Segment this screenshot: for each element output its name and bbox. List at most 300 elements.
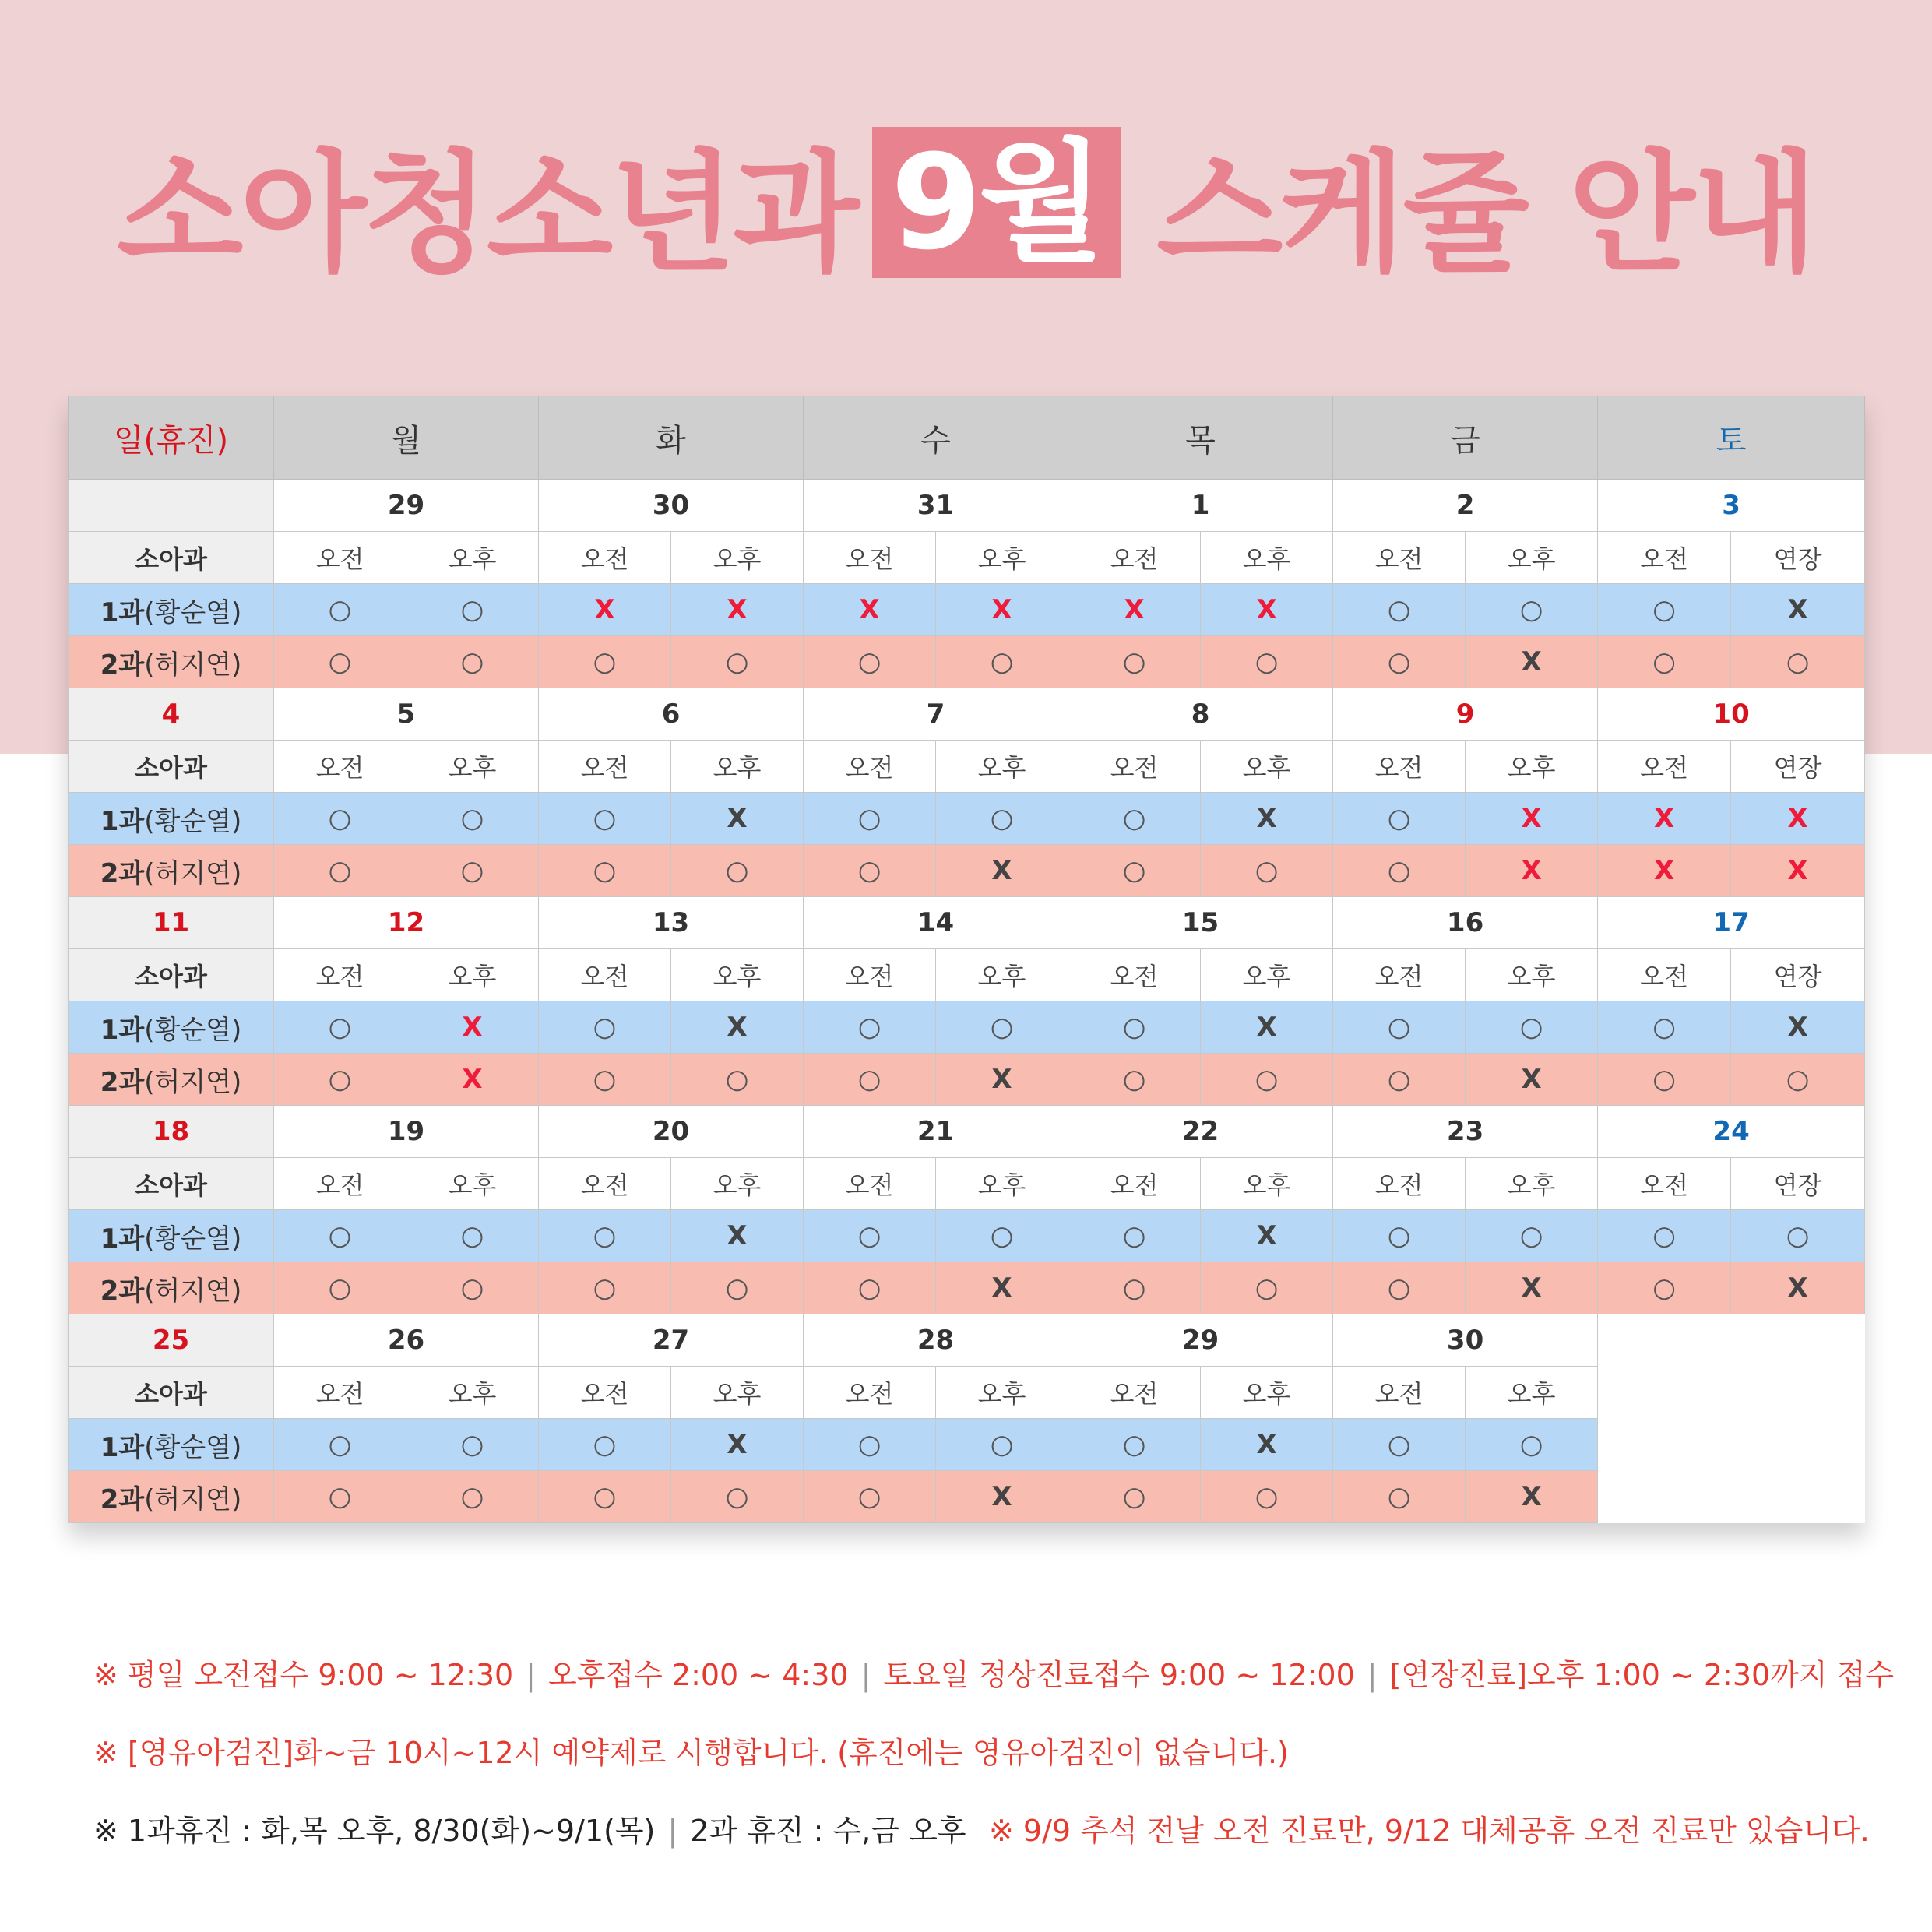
dept2-label [69,636,274,688]
x-icon: X [991,1481,1012,1512]
x-icon: X [1521,803,1542,834]
available-mark [1068,1054,1201,1106]
closed-mark [1466,1262,1598,1314]
doctor-name: (황순열) [144,1223,242,1255]
x-icon: X [1653,803,1675,834]
available-mark [539,636,671,688]
sunday-date: 11 [69,897,274,949]
circle-icon: ○ [328,1064,352,1095]
session-pm: 오후 [406,1367,539,1419]
circle-icon: ○ [1122,1012,1146,1043]
circle-icon: ○ [328,803,352,834]
sunday-date [69,480,274,532]
dept2-row [69,1471,1865,1523]
available-mark [1333,1262,1466,1314]
available-mark [539,1054,671,1106]
dept-label: 소아과 [69,532,274,584]
available-mark [1466,1210,1598,1262]
closed-mark [671,1419,804,1471]
session-pm: 오후 [1466,949,1598,1001]
circle-icon: ○ [1652,1220,1676,1251]
doctor-name: (허지연) [144,1066,242,1098]
dept-number: 2과 [100,1483,145,1515]
available-mark [936,636,1068,688]
available-mark [1598,636,1731,688]
day-date: 15 [1068,897,1333,949]
weekday-sat: 토 [1598,396,1865,480]
circle-icon: ○ [328,594,352,625]
dept1-label [69,1210,274,1262]
session-pm: 오후 [1201,949,1333,1001]
available-mark [406,1419,539,1471]
closed-mark [1466,636,1598,688]
day-date: 12 [274,897,539,949]
page-title [0,117,1932,288]
x-icon: X [727,1220,748,1251]
x-icon: X [1521,1272,1542,1304]
closed-mark [1466,845,1598,897]
available-mark [539,793,671,845]
session-pm: 오후 [406,532,539,584]
sunday-date: 18 [69,1106,274,1158]
weekday-tue: 화 [539,396,804,480]
day-date: 3 [1598,480,1865,532]
dept-number: 1과 [100,596,145,628]
closed-mark [1731,793,1865,845]
closed-mark [936,1054,1068,1106]
day-date: 7 [804,688,1068,741]
available-mark [804,1001,936,1054]
session-extended: 연장 [1731,1158,1865,1210]
title-suffix: 스케쥴 안내 [1156,136,1815,290]
day-date: 30 [1333,1314,1598,1367]
available-mark [1598,1262,1731,1314]
closed-mark [936,1471,1068,1523]
empty-cell [1598,1314,1865,1523]
note-infant-checkup: ※ [영유아검진]화~금 10시~12시 예약제로 시행합니다. (휴진에는 영유아검진이 없습니다.) [93,1736,1289,1770]
available-mark [406,636,539,688]
available-mark [274,1210,406,1262]
available-mark [1333,1471,1466,1523]
x-icon: X [1787,803,1808,834]
x-icon: X [727,1429,748,1460]
session-am: 오전 [804,741,936,793]
circle-icon: ○ [1122,1220,1146,1251]
circle-icon: ○ [990,1012,1014,1043]
day-date: 22 [1068,1106,1333,1158]
x-icon: X [1787,594,1808,625]
session-am: 오전 [804,1367,936,1419]
closed-mark [1201,584,1333,636]
available-mark [1731,1054,1865,1106]
circle-icon: ○ [857,803,882,834]
session-row [69,949,1865,1001]
closed-mark [406,1001,539,1054]
dept-number: 2과 [100,649,145,681]
available-mark [274,1001,406,1054]
available-mark [274,1054,406,1106]
available-mark [274,845,406,897]
x-icon: X [1521,646,1542,677]
x-icon: X [1256,803,1277,834]
available-mark [1068,1001,1201,1054]
available-mark [671,636,804,688]
note-separator: | [860,1658,871,1692]
available-mark [406,1262,539,1314]
available-mark [1598,1054,1731,1106]
closed-mark [1201,1210,1333,1262]
weekday-wed: 수 [804,396,1068,480]
sunday-date: 25 [69,1314,274,1367]
session-row [69,532,1865,584]
available-mark [539,1262,671,1314]
x-icon: X [1787,1012,1808,1043]
circle-icon: ○ [1786,1064,1810,1095]
circle-icon: ○ [1122,646,1146,677]
day-date: 2 [1333,480,1598,532]
session-am: 오전 [539,532,671,584]
closed-mark [539,584,671,636]
available-mark [406,845,539,897]
session-extended: 연장 [1731,741,1865,793]
available-mark [274,636,406,688]
session-am: 오전 [804,949,936,1001]
available-mark [936,1210,1068,1262]
session-am: 오전 [274,1158,406,1210]
session-am: 오전 [539,949,671,1001]
session-am: 오전 [1068,949,1201,1001]
dept1-row [69,1419,1865,1471]
dept1-row [69,793,1865,845]
note-closures [93,1807,966,1849]
closed-mark [1068,584,1201,636]
note-weekday-pm: 오후접수 2:00 ~ 4:30 [547,1658,849,1692]
closed-mark [671,1001,804,1054]
available-mark [1598,1210,1731,1262]
note-separator: | [1367,1658,1378,1692]
circle-icon: ○ [1652,1064,1676,1095]
day-date: 1 [1068,480,1333,532]
session-am: 오전 [1598,741,1731,793]
circle-icon: ○ [460,594,484,625]
available-mark [804,1210,936,1262]
available-mark [1598,584,1731,636]
dept-label: 소아과 [69,1158,274,1210]
circle-icon: ○ [1387,1220,1411,1251]
closed-mark [936,845,1068,897]
x-icon: X [1256,594,1277,625]
available-mark [804,1419,936,1471]
session-am: 오전 [1598,949,1731,1001]
circle-icon: ○ [1387,646,1411,677]
session-pm: 오후 [1201,741,1333,793]
available-mark [671,845,804,897]
dept-number: 1과 [100,1223,145,1255]
available-mark [274,793,406,845]
dept1-row [69,584,1865,636]
circle-icon: ○ [1519,594,1543,625]
title-month-badge: 9월 [872,127,1121,278]
circle-icon: ○ [328,855,352,886]
closed-mark [1201,1419,1333,1471]
circle-icon: ○ [857,1064,882,1095]
circle-icon: ○ [593,1272,617,1304]
circle-icon: ○ [1122,855,1146,886]
session-am: 오전 [1068,1158,1201,1210]
session-pm: 오후 [406,1158,539,1210]
circle-icon: ○ [328,646,352,677]
x-icon: X [1521,1064,1542,1095]
available-mark [936,793,1068,845]
available-mark [1333,1054,1466,1106]
session-pm: 오후 [671,741,804,793]
circle-icon: ○ [725,1272,749,1304]
day-date: 21 [804,1106,1068,1158]
dept-label: 소아과 [69,949,274,1001]
note-saturday: 토요일 정상진료접수 9:00 ~ 12:00 [883,1658,1355,1692]
closed-mark [406,1054,539,1106]
circle-icon: ○ [328,1012,352,1043]
doctor-name: (황순열) [144,1014,242,1046]
date-row [69,1314,1865,1367]
closed-mark [936,1262,1068,1314]
available-mark [406,584,539,636]
available-mark [406,1471,539,1523]
circle-icon: ○ [857,855,882,886]
circle-icon: ○ [1255,646,1279,677]
day-date: 13 [539,897,804,949]
closed-mark [1731,1262,1865,1314]
closed-mark [1201,793,1333,845]
circle-icon: ○ [1519,1220,1543,1251]
circle-icon: ○ [328,1220,352,1251]
available-mark [1068,1471,1201,1523]
closed-mark [1731,1001,1865,1054]
available-mark [804,845,936,897]
dept-number: 1과 [100,1014,145,1046]
session-am: 오전 [539,1158,671,1210]
dept-number: 1과 [100,1431,145,1463]
dept-number: 2과 [100,1275,145,1307]
day-date: 29 [274,480,539,532]
day-date: 6 [539,688,804,741]
note-chuseok: ※ 9/9 추석 전날 오전 진료만, 9/12 대체공휴 오전 진료만 있습니다. [989,1814,1870,1848]
available-mark [804,1262,936,1314]
available-mark [1333,1001,1466,1054]
circle-icon: ○ [1387,855,1411,886]
available-mark [1068,1262,1201,1314]
note-weekday-am: ※ 평일 오전접수 9:00 ~ 12:30 [93,1658,514,1692]
available-mark [274,1262,406,1314]
session-am: 오전 [1068,532,1201,584]
circle-icon: ○ [328,1429,352,1460]
session-row [69,1367,1865,1419]
available-mark [1333,1419,1466,1471]
circle-icon: ○ [725,1481,749,1512]
circle-icon: ○ [1255,855,1279,886]
available-mark [1333,636,1466,688]
available-mark [671,1262,804,1314]
session-pm: 오후 [936,949,1068,1001]
session-pm: 오후 [936,741,1068,793]
session-pm: 오후 [1201,1367,1333,1419]
day-date: 17 [1598,897,1865,949]
available-mark [804,793,936,845]
circle-icon: ○ [1387,1429,1411,1460]
circle-icon: ○ [1786,1220,1810,1251]
note-dept2-closure: 2과 휴진 : 수,금 오후 [690,1814,966,1848]
circle-icon: ○ [1786,646,1810,677]
circle-icon: ○ [1652,646,1676,677]
day-date: 27 [539,1314,804,1367]
doctor-name: (허지연) [144,1483,242,1515]
session-pm: 오후 [671,532,804,584]
x-icon: X [727,803,748,834]
session-am: 오전 [1333,532,1466,584]
circle-icon: ○ [1255,1272,1279,1304]
available-mark [1466,584,1598,636]
circle-icon: ○ [1122,1429,1146,1460]
day-date: 10 [1598,688,1865,741]
note-separator: | [526,1658,536,1692]
available-mark [1598,1001,1731,1054]
circle-icon: ○ [593,1064,617,1095]
available-mark [1333,584,1466,636]
x-icon: X [1521,1481,1542,1512]
available-mark [804,1054,936,1106]
circle-icon: ○ [1387,1481,1411,1512]
doctor-name: (황순열) [144,1431,242,1463]
session-pm: 오후 [1466,1367,1598,1419]
circle-icon: ○ [857,1220,882,1251]
session-am: 오전 [274,1367,406,1419]
x-icon: X [1124,594,1145,625]
x-icon: X [1787,855,1808,886]
available-mark [1201,1471,1333,1523]
weekday-fri: 금 [1333,396,1598,480]
circle-icon: ○ [1387,594,1411,625]
session-am: 오전 [804,532,936,584]
day-date: 24 [1598,1106,1865,1158]
dept-number: 2과 [100,1066,145,1098]
sunday-date: 4 [69,688,274,741]
available-mark [936,1419,1068,1471]
available-mark [1068,1210,1201,1262]
x-icon: X [1653,855,1675,886]
available-mark [406,1210,539,1262]
circle-icon: ○ [857,1429,882,1460]
circle-icon: ○ [593,1012,617,1043]
session-am: 오전 [274,741,406,793]
circle-icon: ○ [990,1429,1014,1460]
closed-mark [1466,1471,1598,1523]
day-date: 26 [274,1314,539,1367]
session-pm: 오후 [936,532,1068,584]
doctor-name: (황순열) [144,805,242,837]
dept1-label [69,1419,274,1471]
circle-icon: ○ [460,855,484,886]
available-mark [1201,845,1333,897]
dept2-label [69,845,274,897]
session-am: 오전 [274,949,406,1001]
available-mark [1068,845,1201,897]
circle-icon: ○ [1387,1064,1411,1095]
circle-icon: ○ [593,1481,617,1512]
weekday-sun: 일(휴진) [69,396,274,480]
session-pm: 오후 [1466,1158,1598,1210]
available-mark [1068,793,1201,845]
circle-icon: ○ [857,646,882,677]
circle-icon: ○ [990,803,1014,834]
circle-icon: ○ [990,1220,1014,1251]
session-extended: 연장 [1731,532,1865,584]
available-mark [804,1471,936,1523]
x-icon: X [991,1064,1012,1095]
session-am: 오전 [1068,1367,1201,1419]
note-separator: | [667,1814,678,1848]
session-pm: 오후 [1201,532,1333,584]
day-date: 28 [804,1314,1068,1367]
x-icon: X [1521,855,1542,886]
closed-mark [804,584,936,636]
circle-icon: ○ [1122,1272,1146,1304]
session-am: 오전 [274,532,406,584]
x-icon: X [1787,1272,1808,1304]
closed-mark [1731,584,1865,636]
dept2-label [69,1262,274,1314]
circle-icon: ○ [328,1272,352,1304]
available-mark [539,1419,671,1471]
closed-mark [1731,845,1865,897]
dept-label: 소아과 [69,1367,274,1419]
circle-icon: ○ [857,1012,882,1043]
x-icon: X [1256,1012,1277,1043]
circle-icon: ○ [460,1220,484,1251]
available-mark [274,584,406,636]
day-date: 14 [804,897,1068,949]
session-am: 오전 [539,741,671,793]
x-icon: X [859,594,880,625]
x-icon: X [462,1064,483,1095]
dept-label: 소아과 [69,741,274,793]
day-date: 8 [1068,688,1333,741]
available-mark [1333,845,1466,897]
session-pm: 오후 [671,1158,804,1210]
session-am: 오전 [1068,741,1201,793]
weekday-thu: 목 [1068,396,1333,480]
session-am: 오전 [1333,1158,1466,1210]
available-mark [1466,1001,1598,1054]
weekday-mon: 월 [274,396,539,480]
doctor-name: (허지연) [144,649,242,681]
available-mark [1201,1054,1333,1106]
circle-icon: ○ [460,1481,484,1512]
circle-icon: ○ [1652,1272,1676,1304]
available-mark [274,1419,406,1471]
closed-mark [1201,1001,1333,1054]
day-date: 19 [274,1106,539,1158]
session-am: 오전 [539,1367,671,1419]
date-row [69,897,1865,949]
x-icon: X [462,1012,483,1043]
circle-icon: ○ [725,1064,749,1095]
available-mark [1333,793,1466,845]
available-mark [804,636,936,688]
dept2-row [69,1262,1865,1314]
x-icon: X [594,594,615,625]
dept2-label [69,1471,274,1523]
circle-icon: ○ [1387,803,1411,834]
